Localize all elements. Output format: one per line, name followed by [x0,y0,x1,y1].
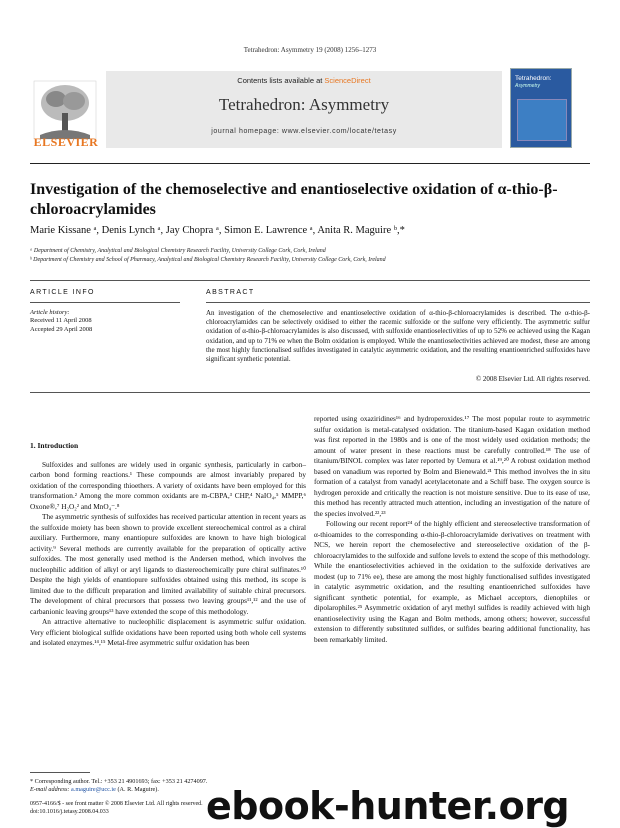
contents-prefix: Contents lists available at [237,76,325,85]
email-link[interactable]: a.maguire@ucc.ie [71,786,116,794]
article-history [30,309,180,334]
received-date: Received 11 April 2008 [30,317,92,325]
journal-citation: Tetrahedron: Asymmetry 19 (2008) 1256–1273 [243,46,377,54]
article-title: Investigation of the chemoselective and enantioselective oxidation of α-thio-β-chloroacrylamides [30,181,558,218]
email-suffix: (A. R. Maguire). [115,786,159,794]
contents-line [106,76,502,85]
article-info-label: ARTICLE INFO [30,289,95,296]
sciencedirect-link[interactable]: ScienceDirect [324,76,371,85]
paragraph: Following our recent report²⁴ of the highly efficient and stereoselective transformation of α-thioamides to the corresponding α-thio-β-chloroacrylamide derivatives on treatment with NCS, we herein report the chemoselective and stereoselective oxidation of the β-chloroacrylamides to the sulfoxide and sulfone levels to extend the scope of this methodology. While the enantioselectivities achieved in the oxidation to the sulfoxide derivatives are modest (up to 71% ee), these are among the most highly functionalised sulfides investigated in catalytic asymmetric oxidation, and the resulting enantioenriched sulfoxides have significant synthetic potential, for example, as Michael acceptors, dienophiles or dipolarophiles.²⁵ Asymmetric oxidation of aryl methyl sulfides is readily achieved with high enantioselectivity using the Kagan and Bolm methods, among others; however, successful extension to differently substituted sulfides, or sulfides bearing additional functionality, has been remarkably limited. [314,519,590,644]
paragraph: reported using oxaziridines¹⁶ and hydroperoxides.¹⁷ The most popular route to asymmetric sulfur oxidation is metal-catalysed oxidation. The titanium-based Kagan oxidation method was first reported in the 1980s and is one of the most widely used oxidation methods; the amount of water present in these reactions must be carefully controlled.¹⁸ The use of titanium/BINOL complex was later reported by Uemura et al.¹⁹,²⁰ A robust oxidation method based on vanadium was reported by Bolm and Bienewald.²¹ This method involves the in situ formation of a catalyst from vanadyl acetylacetonate and a Schiff base. The oxygen source is hydrogen peroxide and critically the reaction is not moisture sensitive. Due to its ease of use, this method has recently attracted much attention, including an investigation of the nature of the species involved.²²,²³ [314,414,590,518]
watermark-text: ebook-hunter.org [206,784,570,828]
abstract-divider [206,302,590,303]
journal-title: Tetrahedron: Asymmetry [218,95,390,114]
masthead [30,71,590,160]
paragraph: Sulfoxides and sulfones are widely used in organic synthesis, particularly in carbon–carbon bond forming reactions.¹ These compounds are almost invariably prepared by oxidation of the corresponding thioethers. A variety of oxidants have been employed for this transformation.² Among the more common oxidants are m-CBPA,³ CHP,⁴ NaIO₄,⁵ MMPP,⁶ Oxone®,⁷ H₂O₂² and MnO₄⁻.⁸ [30,459,306,511]
cover-title: Tetrahedron: [515,75,552,82]
corresponding-author: * Corresponding author. Tel.: +353 21 4901693; fax: +353 21 4274097. [30,778,208,785]
section-divider [30,280,590,281]
journal-homepage[interactable]: journal homepage: www.elsevier.com/locate/tetasy [211,128,397,135]
cover-subtitle: Asymmetry [515,83,540,89]
cover-artwork [517,99,567,141]
abstract-label: ABSTRACT [206,289,255,296]
body-column-right [314,414,590,645]
author-list: Marie Kissane ᵃ, Denis Lynch ᵃ, Jay Chopra ᵃ, Simon E. Lawrence ᵃ, Anita R. Maguire ᵇ,* [30,225,405,236]
section-heading: 1. Introduction [30,441,79,450]
footnote-rule [30,772,90,773]
paragraph: An attractive alternative to nucleophilic displacement is asymmetric sulfur oxidation. Very efficient biological sulfide oxidations have been reported using both whole cell systems and isolated enzymes.¹⁴,¹⁵ Metal-free asymmetric sulfur oxidation has been [30,617,306,647]
accepted-date: Accepted 29 April 2008 [30,325,93,333]
doi-line[interactable]: doi:10.1016/j.tetasy.2008.04.033 [30,809,109,815]
affiliation-b: ᵇ Department of Chemistry and School of Pharmacy, Analytical and Biological Chemistry Research Facility, University College Cork, Cork, Ireland [30,257,386,263]
journal-cover-image [510,68,572,148]
paragraph: The asymmetric synthesis of sulfoxides has received particular attention in recent years as the sulfoxide moiety has been shown to provide excellent stereochemical control as a chiral auxiliary. Furthermore, many enantiopure sulfoxides are known to have high biological activity.⁹ Several methods are currently available for the preparation of optically active sulfoxides. The most generally used method is the Andersen method, which involves the nucleophilic addition of alkyl or aryl ligands to diastereochemically pure chiral sulfinates.¹⁰ Despite the high yields of enantiopure sulfoxides obtained using this method, its scope is limited due to the difficult preparation and limited availability of suitable chiral precursors. The development of chiral precursors that possess two leaving groups¹¹,¹² and the use of carbanionic leaving groups¹³ have extended the scope of this methodology. [30,512,306,616]
abstract-copyright: © 2008 Elsevier Ltd. All rights reserved. [475,375,590,383]
publisher-wordmark: ELSEVIER [33,135,99,149]
body-column-left [30,441,306,649]
info-divider [30,302,180,303]
affiliation-a: ᵃ Department of Chemistry, Analytical and Biological Chemistry Research Facility, University College Cork, Cork, Ireland [30,248,326,254]
journal-header-band [106,71,502,148]
history-label: Article history: [30,309,70,316]
issn-line: 0957-4166/$ - see front matter © 2008 Elsevier Ltd. All rights reserved. [30,801,203,807]
abstract-text: An investigation of the chemoselective and enantioselective oxidation of α-thio-β-chloroacrylamides is described. The α-thio-β-chloroacrylamides can be selectively oxidised to either the racemic sulfoxide or the sulfone very efficiently. The asymmetric sulfur oxidation of α-thio-β-chloroacrylamides is also discussed, with sulfoxide enantioselectivities of up to 52% ee achieved using the Kagan oxidation, and up to 71% ee when the Bolm oxidation is employed. While the enantioselectivities achieved are modest, these are among the most highly functionalised sulfides investigated in catalytic asymmetric oxidation, and the resulting enantioenriched sulfoxides have significant synthetic potential. [206,309,590,364]
email-label: E-mail address: [30,786,72,794]
abstract-bottom-rule [30,392,590,393]
header-rule [30,163,590,164]
